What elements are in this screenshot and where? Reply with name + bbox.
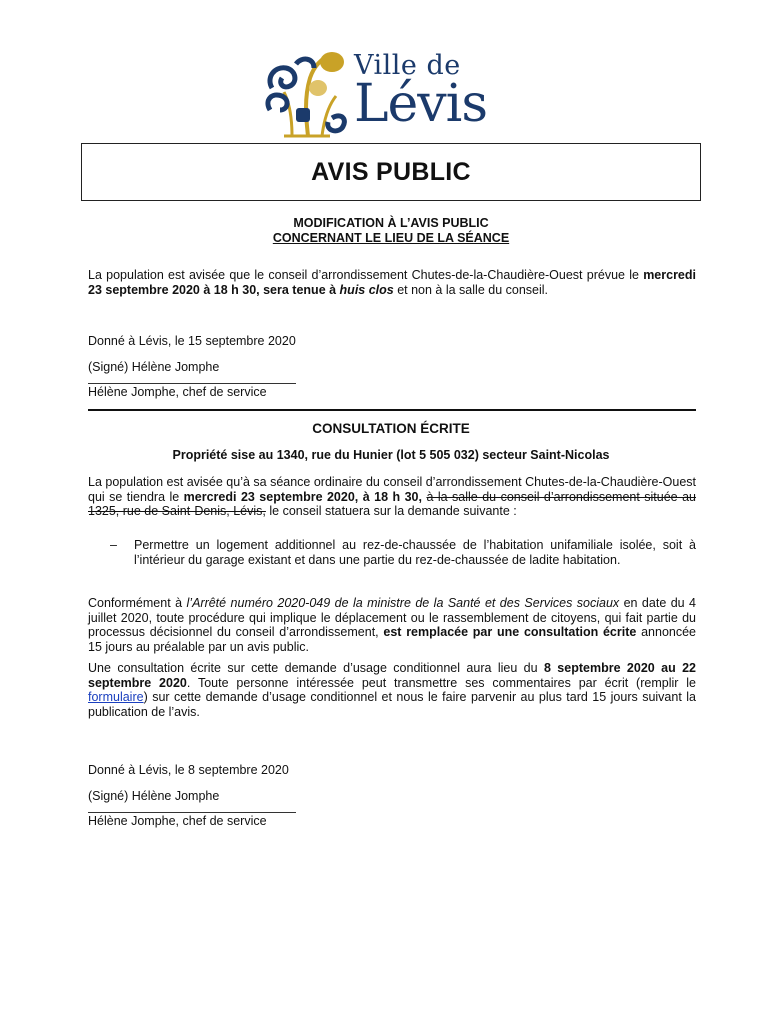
notice2-bullet: Permettre un logement additionnel au rez-de-chaussée de l’habitation unifamiliale isolée, soit à l’intérieur du garage existant et dans une partie du rez-de-chaussée de ladite habitation.	[134, 538, 696, 567]
notice2-p2-arrete: l’Arrêté numéro 2020-049 de la ministre de la Santé et des Services sociaux	[186, 596, 620, 610]
notice2-p2-bold: est remplacée par une consultation écrite	[383, 625, 637, 639]
logo-ville-de-text: Ville de	[354, 50, 461, 81]
logo-levis-text: Lévis	[354, 74, 487, 134]
bullet-dash: –	[110, 538, 117, 552]
notice1-signer: Hélène Jomphe, chef de service	[88, 385, 267, 399]
notice2-paragraph3	[88, 661, 696, 719]
notice2-p3-text: Une consultation écrite sur cette demande d’usage conditionnel aura lieu du	[88, 661, 544, 675]
notice2-p1-bold: mercredi 23 septembre 2020, à 18 h 30,	[183, 489, 427, 504]
levis-emblem-icon	[262, 48, 354, 140]
notice1-p1-huis-clos: huis clos	[339, 282, 394, 297]
notice2-property: Propriété sise au 1340, rue du Hunier (lot 5 505 032) secteur Saint-Nicolas	[172, 448, 610, 462]
section-divider	[88, 409, 696, 411]
notice1-heading1: MODIFICATION À L’AVIS PUBLIC	[293, 216, 489, 230]
notice1-p1-text: La population est avisée que le conseil d’arrondissement Chutes-de-la-Chaudière-Ouest prévue le	[88, 268, 644, 282]
notice1-signed: (Signé) Hélène Jomphe	[88, 360, 220, 374]
notice2-paragraph1	[88, 475, 696, 519]
notice1-given-date: Donné à Lévis, le 15 septembre 2020	[88, 334, 296, 348]
notice2-paragraph2	[88, 596, 696, 654]
title-box	[81, 143, 701, 201]
notice2-p2-text: Conformément à	[88, 596, 187, 610]
notice1-p1-end: et non à la salle du conseil.	[393, 282, 549, 297]
notice1-heading2: CONCERNANT LE LIEU DE LA SÉANCE	[272, 231, 510, 245]
notice2-p3-dates: 8 septembre 2020 au 22 septembre 2020	[88, 661, 696, 690]
notice2-p3-text2: . Toute personne intéressée peut transmettre ses commentaires par écrit (remplir le	[186, 675, 696, 690]
page-title: AVIS PUBLIC	[311, 157, 471, 186]
ville-de-levis-logo	[262, 48, 522, 140]
notice2-heading: CONSULTATION ÉCRITE	[312, 421, 470, 436]
notice1-paragraph	[88, 268, 696, 297]
notice2-p1-end: le conseil statuera sur la demande suivante :	[265, 504, 517, 518]
notice2-p2-end: annoncée 15 jours au préalable par un avis public.	[88, 625, 696, 654]
notice2-signature-line	[88, 812, 296, 813]
notice2-signed: (Signé) Hélène Jomphe	[88, 789, 220, 803]
notice2-p2-text2: en date du 4 juillet 2020, toute procédure qui implique le déplacement ou le rassemblement de citoyens, qui fait partie du processus décisionnel du conseil d’arrondissement,	[88, 596, 696, 639]
notice2-p1-struck-location: à la salle du conseil d’arrondissement située au 1325, rue de Saint-Denis, Lévis,	[88, 489, 696, 518]
notice1-p1-bold: mercredi 23 septembre 2020 à 18 h 30, sera tenue à	[88, 268, 696, 297]
notice1-signature-line	[88, 383, 296, 384]
notice2-p3-end: ) sur cette demande d’usage conditionnel et nous le faire parvenir au plus tard 15 jours suivant la publication de l’avis.	[88, 690, 696, 719]
notice2-given-date: Donné à Lévis, le 8 septembre 2020	[88, 763, 289, 777]
notice2-signer: Hélène Jomphe, chef de service	[88, 814, 267, 828]
notice2-p1-text: La population est avisée qu’à sa séance ordinaire du conseil d’arrondissement Chutes-de-la-Chaudière-Ouest qui se tiendra le	[88, 475, 696, 504]
formulaire-link[interactable]: formulaire	[88, 690, 144, 704]
